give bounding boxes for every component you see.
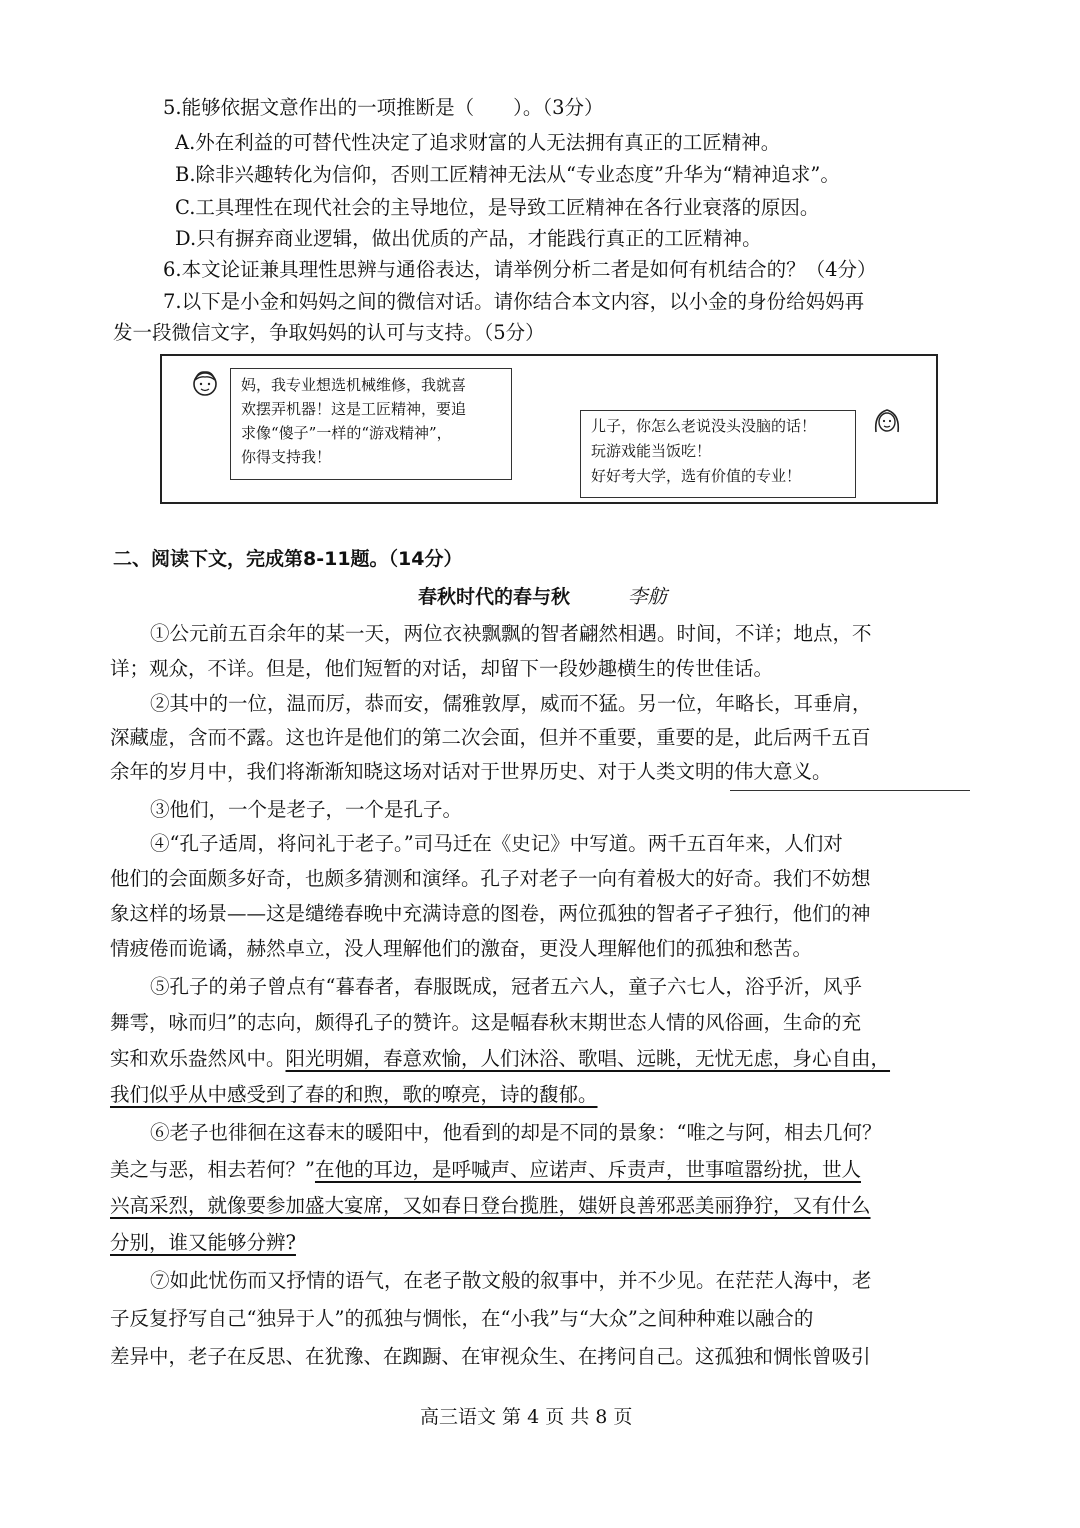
paragraph-2-line: 深藏虚，含而不露。这也许是他们的第二次会面，但并不重要，重要的是，此后两千五百 bbox=[110, 726, 871, 749]
underlined-sentence: 在他的耳边，是呼喊声、应诺声、斥责声，世事喧嚣纷扰，世人 bbox=[314, 1158, 861, 1181]
paragraph-1-line: 详；观众，不详。但是，他们短暂的对话，却留下一段妙趣横生的传世佳话。 bbox=[110, 657, 774, 680]
paragraph-1-line: ①公元前五百余年的某一天，两位衣袂飘飘的智者翩然相遇。时间，不详；地点，不 bbox=[150, 622, 872, 645]
underlined-sentence: 兴高采烈，就像要参加盛大宴席，又如春日登台揽胜，媸妍良善邪恶美丽狰狞，又有什么 bbox=[110, 1194, 871, 1217]
underlined-sentence: 我们似乎从中感受到了春的和煦，歌的嘹亮，诗的馥郁。 bbox=[110, 1083, 598, 1106]
paragraph-4-line: 象这样的场景——这是缱绻春晚中充满诗意的图卷，两位孤独的智者孑孑独行，他们的神 bbox=[110, 902, 871, 925]
q5-option-d: D.只有摒弃商业逻辑，做出优质的产品，才能践行真正的工匠精神。 bbox=[175, 227, 762, 250]
q5-option-a: A.外在利益的可替代性决定了追求财富的人无法拥有真正的工匠精神。 bbox=[175, 131, 781, 154]
underline-mark bbox=[730, 790, 970, 791]
paragraph-7-line: 子反复抒写自己“独异于人”的孤独与惆怅，在“小我”与“大众”之间种种难以融合的 bbox=[110, 1307, 814, 1330]
boy-face-icon bbox=[190, 368, 220, 398]
paragraph-5-line: 舞雩，咏而归”的志向，颇得孔子的赞许。这是幅春秋末期世态人情的风俗画，生命的充 bbox=[110, 1011, 861, 1034]
paragraph-5-line bbox=[110, 1046, 890, 1072]
mom-message-line: 儿子，你怎么老说没头没脑的话！ bbox=[591, 417, 817, 435]
q7-stem-line2: 发一段微信文字，争取妈妈的认可与支持。（5分） bbox=[113, 321, 545, 344]
mom-message-bubble bbox=[580, 410, 856, 498]
paragraph-2-line: 余年的岁月中，我们将渐渐知晓这场对话对于世界历史、对于人类文明的伟大意义。 bbox=[110, 760, 832, 783]
passage-author: 李舫 bbox=[628, 585, 668, 608]
q5-stem: 5.能够依据文意作出的一项推断是（ ）。（3分） bbox=[163, 96, 604, 119]
q7-stem-line1: 7.以下是小金和妈妈之间的微信对话。请你结合本文内容，以小金的身份给妈妈再 bbox=[163, 290, 865, 313]
paragraph-4-line: 他们的会面颇多好奇，也颇多猜测和演绎。孔子对老子一向有着极大的好奇。我们不妨想 bbox=[110, 867, 871, 890]
son-message-line: 你得支持我！ bbox=[241, 448, 332, 466]
son-message-bubble bbox=[230, 368, 512, 480]
wechat-dialogue-figure bbox=[160, 354, 938, 504]
paragraph-6-line bbox=[110, 1157, 861, 1183]
q5-option-b: B.除非兴趣转化为信仰，否则工匠精神无法从“专业态度”升华为“精神追求”。 bbox=[175, 163, 840, 186]
paragraph-7-line: 差异中，老子在反思、在犹豫、在踟蹰、在审视众生、在拷问自己。这孤独和惆怅曾吸引 bbox=[110, 1345, 871, 1368]
underlined-sentence: 分别，谁又能够分辨? bbox=[110, 1231, 296, 1254]
paragraph-4-line: 情疲倦而诡谲，赫然卓立，没人理解他们的激奋，更没人理解他们的孤独和愁苦。 bbox=[110, 937, 813, 960]
section-heading: 二、阅读下文，完成第8-11题。（14分） bbox=[113, 548, 463, 570]
paragraph-4-line: ④“孔子适周，将问礼于老子。”司马迁在《史记》中写道。两千五百年来，人们对 bbox=[150, 832, 843, 855]
page-footer: 高三语文 第 4 页 共 8 页 bbox=[420, 1406, 633, 1428]
q6-stem: 6.本文论证兼具理性思辨与通俗表达，请举例分析二者是如何有机结合的？（4分） bbox=[163, 258, 877, 281]
son-message-line: 妈，我专业想选机械维修，我就喜 bbox=[241, 376, 467, 394]
mom-message-line: 好好考大学，选有价值的专业！ bbox=[591, 467, 802, 485]
paragraph-3: ③他们，一个是老子，一个是孔子。 bbox=[150, 798, 463, 821]
mother-face-icon bbox=[872, 406, 902, 436]
paragraph-7-line: ⑦如此忧伤而又抒情的语气，在老子散文般的叙事中，并不少见。在茫茫人海中，老 bbox=[150, 1269, 872, 1292]
paragraph-6-text: 美之与恶，相去若何？” bbox=[110, 1158, 315, 1181]
son-message-line: 求像“傻子”一样的“游戏精神”， bbox=[241, 424, 452, 442]
paragraph-2-line: ②其中的一位，温而厉，恭而安，儒雅敦厚，威而不猛。另一位，年略长，耳垂肩， bbox=[150, 692, 872, 715]
q5-option-c: C.工具理性在现代社会的主导地位，是导致工匠精神在各行业衰落的原因。 bbox=[175, 196, 820, 219]
paragraph-5-line: ⑤孔子的弟子曾点有“暮春者，春服既成，冠者五六人，童子六七人，浴乎沂，风乎 bbox=[150, 975, 862, 998]
underlined-sentence: 阳光明媚，春意欢愉，人们沐浴、歌唱、远眺，无忧无虑，身心自由， bbox=[285, 1047, 891, 1070]
son-message-line: 欢摆弄机器！这是工匠精神，要追 bbox=[241, 400, 467, 418]
paragraph-6-line: ⑥老子也徘徊在这春末的暖阳中，他看到的却是不同的景象：“唯之与阿，相去几何？ bbox=[150, 1121, 882, 1144]
passage-title: 春秋时代的春与秋 bbox=[418, 586, 571, 608]
mom-message-line: 玩游戏能当饭吃！ bbox=[591, 442, 712, 460]
paragraph-5-text: 实和欢乐盎然风中。 bbox=[110, 1047, 286, 1070]
